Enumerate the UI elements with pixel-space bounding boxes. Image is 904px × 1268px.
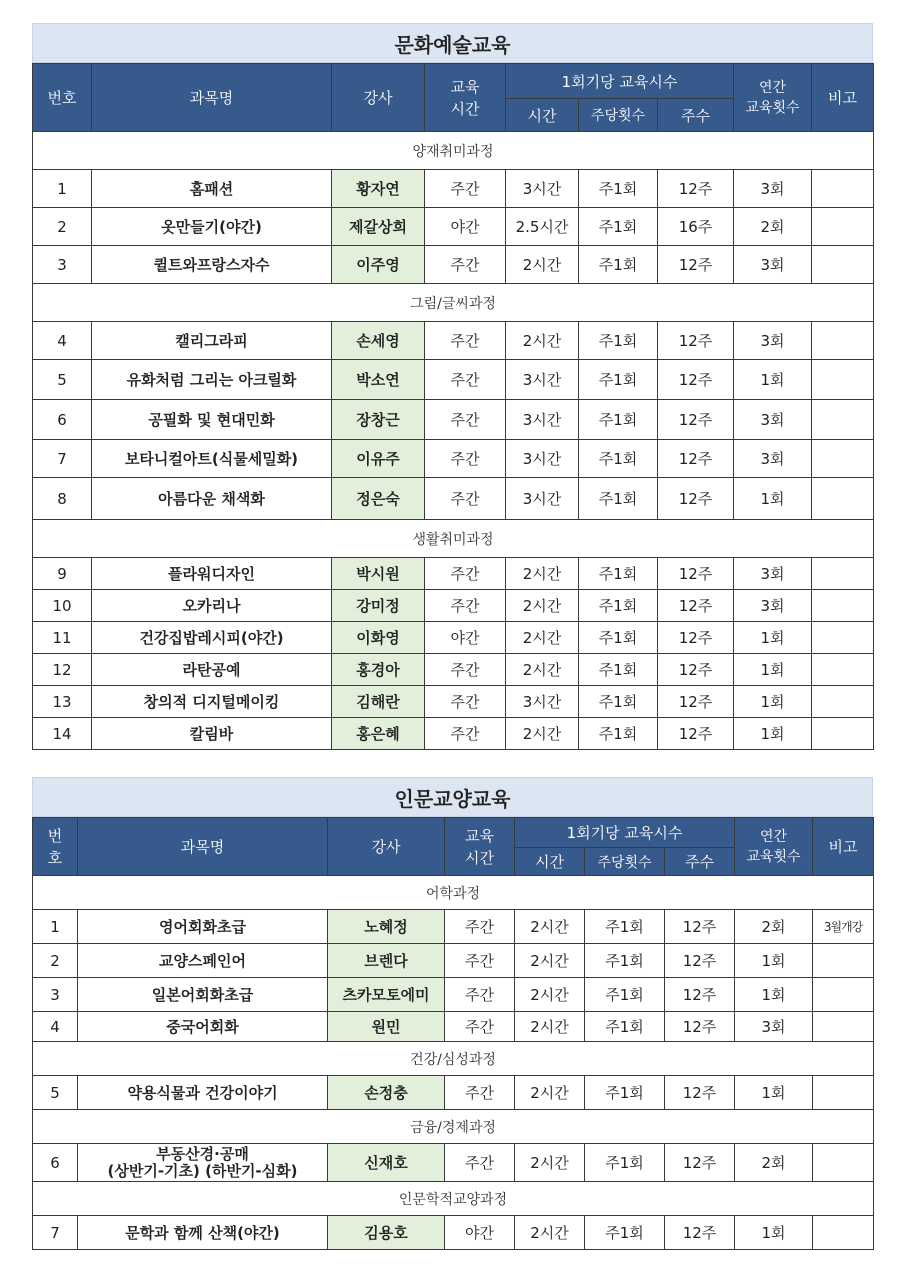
subject-cell: 건강집밥레시피(야간) (92, 622, 332, 654)
row-no-cell: 7 (33, 1216, 78, 1250)
note-cell (812, 322, 874, 360)
table-row (33, 944, 874, 978)
section-title: 생활취미과정 (33, 520, 874, 558)
hours-cell: 2시간 (515, 1012, 585, 1042)
section-title: 금융/경제과정 (33, 1110, 874, 1144)
weekly-cell: 주1회 (579, 558, 658, 590)
note-cell (812, 622, 874, 654)
instructor-cell: 노혜정 (328, 910, 445, 944)
hours-cell: 2시간 (515, 978, 585, 1012)
hours-cell: 3시간 (506, 170, 579, 208)
instructor-cell: 츠카모토에미 (328, 978, 445, 1012)
section-row (33, 1110, 874, 1144)
table-row (33, 400, 874, 440)
note-cell (812, 686, 874, 718)
col-instructor: 강사 (332, 64, 425, 132)
instructor-cell: 김용호 (328, 1216, 445, 1250)
weeks-cell: 12주 (658, 558, 734, 590)
time-cell: 주간 (425, 246, 506, 284)
row-no-cell: 3 (33, 246, 92, 284)
annual-cell: 3회 (734, 590, 812, 622)
note-cell (813, 1216, 874, 1250)
col-weeks: 주수 (665, 848, 735, 876)
weekly-cell: 주1회 (579, 170, 658, 208)
subject-cell: 문학과 함께 산책(야간) (78, 1216, 328, 1250)
weeks-cell: 16주 (658, 208, 734, 246)
instructor-cell: 장창근 (332, 400, 425, 440)
annual-cell: 3회 (734, 246, 812, 284)
section-row (33, 132, 874, 170)
table-row (33, 478, 874, 520)
weeks-cell: 12주 (658, 622, 734, 654)
weeks-cell: 12주 (665, 978, 735, 1012)
table-row (33, 1012, 874, 1042)
row-no-cell: 2 (33, 208, 92, 246)
table-row (33, 208, 874, 246)
instructor-cell: 손세영 (332, 322, 425, 360)
weekly-cell: 주1회 (579, 622, 658, 654)
instructor-cell: 홍경아 (332, 654, 425, 686)
subject-cell: 중국어회화 (78, 1012, 328, 1042)
hours-cell: 3시간 (506, 686, 579, 718)
table-row (33, 170, 874, 208)
instructor-cell: 이주영 (332, 246, 425, 284)
section-title: 건강/심성과정 (33, 1042, 874, 1076)
subject-cell: 라탄공예 (92, 654, 332, 686)
humanities-education-block (32, 777, 873, 1250)
weekly-cell: 주1회 (585, 978, 665, 1012)
weekly-cell: 주1회 (585, 944, 665, 978)
col-annual: 연간 교육횟수 (735, 818, 813, 876)
note-cell (812, 208, 874, 246)
note-cell (812, 718, 874, 750)
weekly-cell: 주1회 (585, 1076, 665, 1110)
annual-cell: 1회 (734, 622, 812, 654)
instructor-cell: 이화영 (332, 622, 425, 654)
table-row (33, 1076, 874, 1110)
time-cell: 주간 (425, 654, 506, 686)
note-cell (813, 1076, 874, 1110)
hours-cell: 2.5시간 (506, 208, 579, 246)
table-row (33, 246, 874, 284)
weeks-cell: 12주 (658, 718, 734, 750)
weeks-cell: 12주 (658, 590, 734, 622)
annual-cell: 3회 (734, 170, 812, 208)
weekly-cell: 주1회 (579, 686, 658, 718)
humanities-title: 인문교양교육 (32, 777, 873, 817)
weeks-cell: 12주 (658, 360, 734, 400)
weeks-cell: 12주 (665, 1012, 735, 1042)
weekly-cell: 주1회 (579, 440, 658, 478)
row-no-cell: 5 (33, 1076, 78, 1110)
table-row (33, 322, 874, 360)
note-cell (812, 478, 874, 520)
note-cell (813, 944, 874, 978)
instructor-cell: 김해란 (332, 686, 425, 718)
col-subject: 과목명 (92, 64, 332, 132)
col-hours: 시간 (506, 99, 579, 132)
time-cell: 주간 (425, 170, 506, 208)
section-row (33, 520, 874, 558)
subject-cell: 칼림바 (92, 718, 332, 750)
subject-cell: 부동산경·공매 (상반기-기초) (하반기-심화) (78, 1144, 328, 1182)
row-no-cell: 8 (33, 478, 92, 520)
hours-cell: 2시간 (515, 910, 585, 944)
time-cell: 주간 (425, 400, 506, 440)
note-cell (812, 400, 874, 440)
note-cell (812, 654, 874, 686)
weekly-cell: 주1회 (579, 478, 658, 520)
instructor-cell: 신재호 (328, 1144, 445, 1182)
weekly-cell: 주1회 (579, 400, 658, 440)
subject-cell: 홈패션 (92, 170, 332, 208)
note-cell (812, 170, 874, 208)
row-no-cell: 1 (33, 170, 92, 208)
annual-cell: 1회 (734, 360, 812, 400)
instructor-cell: 이유주 (332, 440, 425, 478)
subject-cell: 옷만들기(야간) (92, 208, 332, 246)
row-no-cell: 6 (33, 1144, 78, 1182)
weekly-cell: 주1회 (579, 246, 658, 284)
row-no-cell: 4 (33, 1012, 78, 1042)
table-row (33, 910, 874, 944)
table-row (33, 686, 874, 718)
note-cell (812, 558, 874, 590)
weeks-cell: 12주 (665, 1216, 735, 1250)
col-weeks: 주수 (658, 99, 734, 132)
annual-cell: 1회 (735, 1216, 813, 1250)
hours-cell: 2시간 (515, 1144, 585, 1182)
subject-cell: 영어회화초급 (78, 910, 328, 944)
row-no-cell: 1 (33, 910, 78, 944)
annual-cell: 1회 (734, 718, 812, 750)
row-no-cell: 5 (33, 360, 92, 400)
col-instructor: 강사 (328, 818, 445, 876)
time-cell: 주간 (445, 910, 515, 944)
instructor-cell: 강미정 (332, 590, 425, 622)
instructor-cell: 황자연 (332, 170, 425, 208)
annual-cell: 2회 (735, 910, 813, 944)
row-no-cell: 14 (33, 718, 92, 750)
table-row (33, 1144, 874, 1182)
section-row (33, 876, 874, 910)
col-time: 교육 시간 (425, 64, 506, 132)
annual-cell: 1회 (734, 654, 812, 686)
weeks-cell: 12주 (658, 246, 734, 284)
time-cell: 야간 (425, 622, 506, 654)
col-subject: 과목명 (78, 818, 328, 876)
subject-cell: 공필화 및 현대민화 (92, 400, 332, 440)
section-title: 어학과정 (33, 876, 874, 910)
time-cell: 주간 (425, 590, 506, 622)
subject-cell: 일본어회화초급 (78, 978, 328, 1012)
instructor-cell: 브렌다 (328, 944, 445, 978)
time-cell: 주간 (445, 1144, 515, 1182)
weeks-cell: 12주 (665, 1076, 735, 1110)
col-annual: 연간 교육횟수 (734, 64, 812, 132)
row-no-cell: 7 (33, 440, 92, 478)
weeks-cell: 12주 (665, 910, 735, 944)
hours-cell: 3시간 (506, 400, 579, 440)
table-row (33, 360, 874, 400)
col-per-session: 1회기당 교육시수 (506, 64, 734, 99)
weeks-cell: 12주 (658, 400, 734, 440)
table-row (33, 978, 874, 1012)
row-no-cell: 4 (33, 322, 92, 360)
table-row (33, 654, 874, 686)
hours-cell: 3시간 (506, 440, 579, 478)
weeks-cell: 12주 (658, 686, 734, 718)
table-row (33, 440, 874, 478)
annual-cell: 2회 (735, 1144, 813, 1182)
time-cell: 주간 (425, 478, 506, 520)
weekly-cell: 주1회 (579, 654, 658, 686)
table-row (33, 718, 874, 750)
hours-cell: 2시간 (506, 622, 579, 654)
row-no-cell: 10 (33, 590, 92, 622)
time-cell: 주간 (425, 440, 506, 478)
row-no-cell: 3 (33, 978, 78, 1012)
hours-cell: 2시간 (506, 558, 579, 590)
annual-cell: 3회 (734, 322, 812, 360)
note-cell (812, 440, 874, 478)
col-note: 비고 (812, 64, 874, 132)
subject-cell: 교양스페인어 (78, 944, 328, 978)
section-row (33, 284, 874, 322)
row-no-cell: 9 (33, 558, 92, 590)
time-cell: 주간 (425, 558, 506, 590)
weekly-cell: 주1회 (579, 360, 658, 400)
col-note: 비고 (813, 818, 874, 876)
subject-cell: 오카리나 (92, 590, 332, 622)
annual-cell: 2회 (734, 208, 812, 246)
weekly-cell: 주1회 (585, 1144, 665, 1182)
hours-cell: 3시간 (506, 360, 579, 400)
weeks-cell: 12주 (658, 322, 734, 360)
section-title: 인문학적교양과정 (33, 1182, 874, 1216)
instructor-cell: 홍은혜 (332, 718, 425, 750)
note-cell (812, 246, 874, 284)
time-cell: 주간 (445, 1012, 515, 1042)
weeks-cell: 12주 (665, 1144, 735, 1182)
weekly-cell: 주1회 (579, 590, 658, 622)
hours-cell: 2시간 (515, 1076, 585, 1110)
subject-cell: 캘리그라피 (92, 322, 332, 360)
time-cell: 주간 (445, 978, 515, 1012)
culture-title: 문화예술교육 (32, 23, 873, 63)
annual-cell: 1회 (735, 978, 813, 1012)
weekly-cell: 주1회 (585, 1216, 665, 1250)
weeks-cell: 12주 (665, 944, 735, 978)
annual-cell: 1회 (735, 944, 813, 978)
col-per-session: 1회기당 교육시수 (515, 818, 735, 848)
col-no: 번 호 (33, 818, 78, 876)
subject-cell: 유화처럼 그리는 아크릴화 (92, 360, 332, 400)
instructor-cell: 박소연 (332, 360, 425, 400)
row-no-cell: 12 (33, 654, 92, 686)
time-cell: 주간 (425, 686, 506, 718)
humanities-table (32, 817, 874, 1250)
time-cell: 주간 (445, 944, 515, 978)
note-cell (813, 1012, 874, 1042)
instructor-cell: 제갈상희 (332, 208, 425, 246)
culture-table (32, 63, 874, 750)
instructor-cell: 정은숙 (332, 478, 425, 520)
weeks-cell: 12주 (658, 170, 734, 208)
row-no-cell: 11 (33, 622, 92, 654)
section-row (33, 1042, 874, 1076)
hours-cell: 2시간 (506, 590, 579, 622)
time-cell: 야간 (425, 208, 506, 246)
annual-cell: 3회 (734, 558, 812, 590)
row-no-cell: 6 (33, 400, 92, 440)
time-cell: 야간 (445, 1216, 515, 1250)
instructor-cell: 박시원 (332, 558, 425, 590)
col-hours: 시간 (515, 848, 585, 876)
table-row (33, 622, 874, 654)
subject-cell: 플라워디자인 (92, 558, 332, 590)
col-weekly: 주당횟수 (579, 99, 658, 132)
hours-cell: 2시간 (515, 1216, 585, 1250)
row-no-cell: 2 (33, 944, 78, 978)
time-cell: 주간 (425, 718, 506, 750)
time-cell: 주간 (445, 1076, 515, 1110)
weekly-cell: 주1회 (579, 718, 658, 750)
note-cell (813, 978, 874, 1012)
subject-cell: 보타니컬아트(식물세밀화) (92, 440, 332, 478)
time-cell: 주간 (425, 322, 506, 360)
note-cell: 3월개강 (813, 910, 874, 944)
section-title: 양재취미과정 (33, 132, 874, 170)
subject-cell: 창의적 디지털메이킹 (92, 686, 332, 718)
col-no: 번호 (33, 64, 92, 132)
table-row (33, 1216, 874, 1250)
note-cell (812, 590, 874, 622)
weekly-cell: 주1회 (579, 322, 658, 360)
hours-cell: 2시간 (506, 654, 579, 686)
annual-cell: 3회 (734, 440, 812, 478)
annual-cell: 3회 (734, 400, 812, 440)
annual-cell: 1회 (734, 686, 812, 718)
hours-cell: 2시간 (515, 944, 585, 978)
time-cell: 주간 (425, 360, 506, 400)
table-row (33, 558, 874, 590)
hours-cell: 3시간 (506, 478, 579, 520)
note-cell (813, 1144, 874, 1182)
subject-cell: 약용식물과 건강이야기 (78, 1076, 328, 1110)
subject-cell: 아름다운 채색화 (92, 478, 332, 520)
hours-cell: 2시간 (506, 246, 579, 284)
weekly-cell: 주1회 (579, 208, 658, 246)
section-title: 그림/글씨과정 (33, 284, 874, 322)
weekly-cell: 주1회 (585, 910, 665, 944)
col-weekly: 주당횟수 (585, 848, 665, 876)
weekly-cell: 주1회 (585, 1012, 665, 1042)
instructor-cell: 원민 (328, 1012, 445, 1042)
weeks-cell: 12주 (658, 478, 734, 520)
row-no-cell: 13 (33, 686, 92, 718)
hours-cell: 2시간 (506, 322, 579, 360)
annual-cell: 1회 (734, 478, 812, 520)
hours-cell: 2시간 (506, 718, 579, 750)
note-cell (812, 360, 874, 400)
table-row (33, 590, 874, 622)
annual-cell: 3회 (735, 1012, 813, 1042)
subject-cell: 퀼트와프랑스자수 (92, 246, 332, 284)
col-time: 교육 시간 (445, 818, 515, 876)
weeks-cell: 12주 (658, 654, 734, 686)
weeks-cell: 12주 (658, 440, 734, 478)
culture-education-block (32, 23, 873, 750)
section-row (33, 1182, 874, 1216)
instructor-cell: 손정충 (328, 1076, 445, 1110)
annual-cell: 1회 (735, 1076, 813, 1110)
